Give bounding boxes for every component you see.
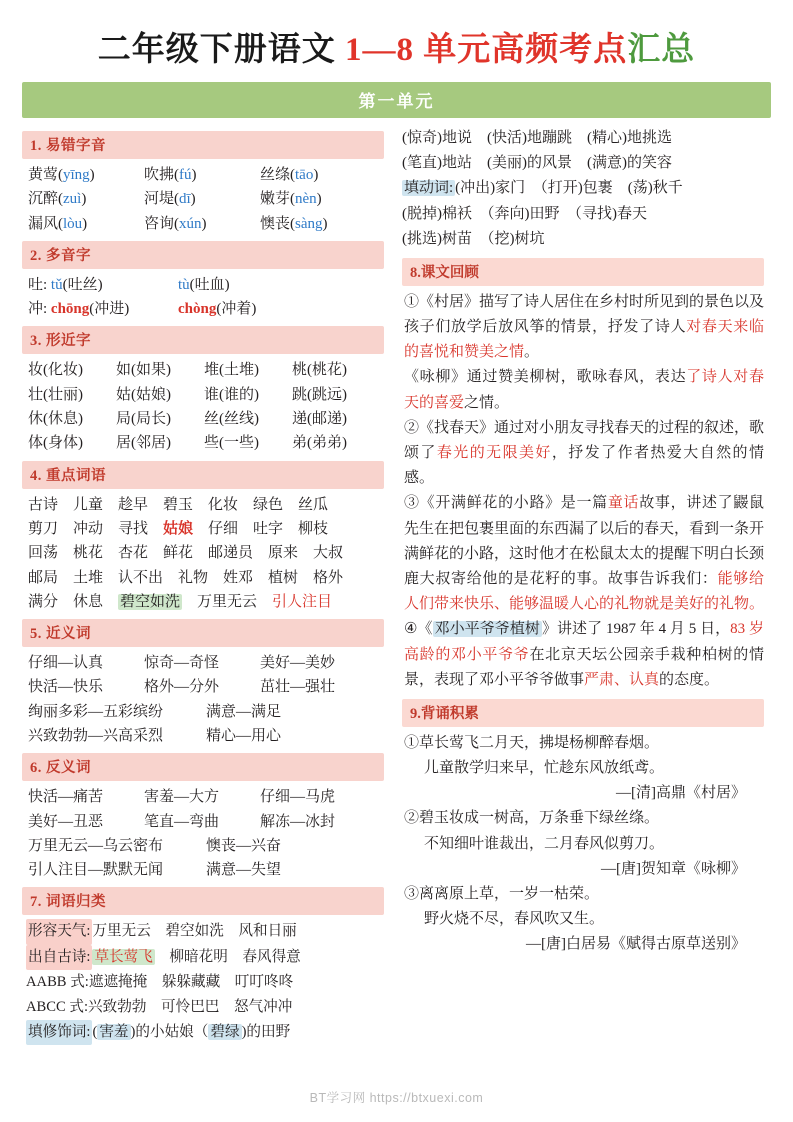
category-label: 形容天气: [26, 919, 92, 944]
synonym-row [22, 700, 384, 724]
category-label: AABB 式: [26, 973, 89, 990]
paragraph-text: 。 [524, 344, 540, 361]
modifier-cell: (美丽)的风景 [487, 155, 573, 172]
similar-character-cell: 居(邻居) [116, 435, 171, 452]
pronunciation-cell: 黄莺(yīng) [28, 166, 95, 183]
polyphone-cell: chòng(冲着) [178, 301, 257, 318]
section-heading-easy-mistake-pronunciation: 1. 易错字音 [22, 131, 384, 159]
antonym-row [22, 858, 384, 882]
two-column-body [22, 126, 771, 1045]
similar-character-cell: 姑(姑娘) [116, 386, 171, 403]
title-part-2: 1—8 单元高频考点 [345, 32, 628, 68]
left-column [22, 126, 384, 1045]
section-heading-similar-characters: 3. 形近字 [22, 326, 384, 354]
pronunciation-cell: 河堤(dī) [144, 191, 196, 208]
synonym-row [22, 675, 384, 699]
footer-watermark: BT学习网 https://btxuexi.com [309, 1091, 484, 1105]
antonym-cell: 解冻—冰封 [260, 813, 336, 830]
polyphone-row [22, 273, 384, 297]
fill-verb-row [402, 202, 764, 227]
text-review-paragraph-1 [402, 290, 764, 366]
poem-source: —[清]高鼎《村居》 [616, 785, 746, 802]
key-words-row: 剪刀 冲动 寻找 姑娘 仔细 吐字 柳枝 [28, 520, 329, 537]
key-words-row: 回荡 桃花 杏花 鲜花 邮递员 原来 大叔 [28, 545, 344, 562]
section-heading-key-words: 4. 重点词语 [22, 461, 384, 489]
similar-character-cell: 休(休息) [28, 411, 83, 428]
antonym-cell: 引人注目—默默无闻 [28, 862, 164, 879]
word-category-row: 出自古诗: 草长莺飞 柳暗花明 春风得意 [22, 945, 384, 970]
modifier-cell: (精心)地挑选 [587, 129, 673, 146]
synonym-cell: 美好—美妙 [260, 655, 336, 672]
antonym-row [22, 785, 384, 809]
paragraph-text: 》讲述了 1987 年 4 月 5 日， [541, 621, 731, 638]
word-category-row [22, 995, 384, 1020]
pronunciation-row [22, 212, 384, 236]
paragraph-text: ①《村居》描写了诗人居住在乡村时所见到的景色以及孩子们放学后放风筝的情景，抒发了诗人 [404, 293, 765, 336]
poem-line: ①草长莺飞二月天，拂堤杨柳醉春烟。 [404, 734, 660, 751]
synonym-cell: 惊奇—奇怪 [144, 655, 220, 672]
antonym-cell: 笔直—弯曲 [144, 813, 220, 830]
poem-line: 野火烧不尽，春风吹又生。 [424, 911, 605, 928]
text-review-paragraph-4 [402, 491, 764, 617]
pronunciation-row [22, 163, 384, 187]
key-words-row: 满分 休息 碧空如洗 万里无云 引人注目 [28, 593, 333, 610]
paragraph-highlight: 对春天来临的喜悦和赞美之情 [404, 319, 764, 361]
antonym-cell: 万里无云—乌云密布 [28, 837, 164, 854]
paragraph-highlight: 能够给人们带来快乐、能够温暖人心的礼物就是美好的礼物。 [404, 570, 765, 613]
antonym-cell: 美好—丑恶 [28, 813, 104, 830]
synonym-cell: 满意—满足 [206, 703, 282, 720]
paragraph-text: ②《找春天》通过对小朋友寻找春天的过程的叙述，歌颂了 [404, 419, 765, 461]
category-label: 出自古诗: [26, 945, 92, 970]
modifier-row [402, 151, 764, 176]
antonym-row [22, 834, 384, 858]
section-heading-synonyms: 5. 近义词 [22, 619, 384, 647]
pronunciation-cell: 吹拂(fú) [144, 166, 197, 183]
section-heading-antonyms: 6. 反义词 [22, 753, 384, 781]
similar-character-cell: 如(如果) [116, 362, 171, 379]
poem-line: ③离离原上草，一岁一枯荣。 [404, 886, 600, 902]
poem-source: —[唐]白居易《赋得古原草送别》 [526, 936, 746, 953]
fill-verb-label: 填动词: [404, 180, 454, 197]
synonym-cell: 快活—快乐 [28, 679, 104, 696]
paragraph-text: ④《 [404, 621, 433, 638]
similar-character-row [22, 431, 384, 455]
similar-character-cell: 跳(跳远) [292, 386, 347, 403]
fill-verb-cell: (挑选)树苗 [402, 230, 472, 247]
synonym-cell: 格外—分外 [144, 679, 220, 696]
section-heading-text-review: 8.课文回顾 [402, 258, 764, 286]
synonym-row [22, 724, 384, 748]
paragraph-text: 《咏柳》通过赞美柳树，歌咏春风，表达 [404, 369, 687, 386]
poem-line: 儿童散学归来早，忙趁东风放纸鸢。 [424, 760, 665, 777]
poem-line: 不知细叶谁裁出，二月春风似剪刀。 [424, 835, 665, 852]
unit-banner: 第一单元 [22, 82, 771, 118]
paragraph-highlight: 83 岁高龄的邓小平爷爷 [404, 621, 764, 663]
pronunciation-cell: 漏风(lòu) [28, 215, 88, 232]
paragraph-text: 故事，讲述了鼹鼠先生在把包裹里面的东西漏了以后的春天，看到一条开满鲜花的小路，这时他才在松鼠太太的提醒下明白长颈鹿大叔寄给他的是花籽的事。故事告诉我们： [404, 495, 765, 587]
similar-character-cell: 些(一些) [204, 435, 259, 452]
paragraph-text: 之情。 [464, 394, 510, 411]
right-column [402, 126, 764, 958]
similar-character-cell: 桃(桃花) [292, 362, 347, 379]
fill-verb-cell: （寻找)春天 [574, 205, 648, 222]
polyphone-cell: 吐: tǔ(吐丝) [28, 276, 103, 293]
synonym-cell: 仔细—认真 [28, 655, 104, 672]
similar-character-cell: 丝(丝线) [204, 411, 259, 428]
title-part-1: 二年级下册语文 [97, 32, 345, 68]
poem-source: —[唐]贺知章《咏柳》 [601, 860, 746, 877]
category-label: 填修饰词: [26, 1020, 92, 1045]
fill-verb-cell: (冲出)家门 [455, 180, 526, 197]
pronunciation-row [22, 187, 384, 211]
antonym-cell: 仔细—马虎 [260, 789, 336, 806]
category-content: 兴致勃勃 可怜巴巴 怒气冲冲 [88, 998, 293, 1015]
similar-character-cell: 递(邮递) [292, 411, 347, 428]
antonym-cell: 满意—失望 [206, 862, 282, 879]
similar-character-cell: 妆(化妆) [28, 362, 83, 379]
similar-character-cell: 壮(壮丽) [28, 386, 83, 403]
modifier-cell: (惊奇)地说 [402, 129, 472, 146]
paragraph-highlight: 春光的无限美好 [436, 445, 552, 461]
antonym-cell: 害羞—大方 [144, 789, 220, 806]
similar-character-cell: 堆(土堆) [204, 362, 259, 379]
category-content: 万里无云 碧空如洗 风和日丽 [92, 923, 297, 940]
modifier-cell: (笔直)地站 [402, 155, 472, 172]
paragraph-text: ，抒发了作者热爱大自然的情感。 [404, 445, 764, 487]
similar-character-row [22, 407, 384, 431]
similar-character-cell: 弟(弟弟) [292, 435, 347, 452]
word-category-row [22, 970, 384, 995]
paragraph-highlight: 严肃、认真 [584, 671, 660, 688]
synonym-row [22, 651, 384, 675]
category-content: ( 害羞 )的小姑娘（ 碧绿 )的田野 [92, 1023, 291, 1040]
text-review-paragraph-2 [402, 365, 764, 415]
fill-verb-cell: （奔向)田野 [487, 205, 560, 222]
modifier-row [402, 126, 764, 151]
synonym-cell: 精心—用心 [206, 727, 282, 744]
fill-verb-cell: （打开)包裹 [540, 180, 613, 197]
text-review-paragraph-5 [402, 617, 764, 693]
section-heading-word-classification: 7. 词语归类 [22, 887, 384, 915]
polyphone-cell: tù(吐血) [178, 276, 230, 293]
paragraph-text: 的态度。 [659, 671, 720, 688]
polyphone-cell: 冲: chōng(冲进) [28, 301, 130, 318]
key-words-row: 古诗 儿童 趁早 碧玉 化妆 绿色 丝瓜 [28, 496, 329, 513]
category-content: 草长莺飞 [94, 948, 153, 965]
pronunciation-cell: 懊丧(sàng) [260, 215, 328, 232]
antonym-cell: 快活—痛苦 [28, 789, 104, 806]
synonym-cell: 兴致勃勃—兴高采烈 [28, 727, 164, 744]
section-heading-recitation: 9.背诵积累 [402, 699, 764, 727]
category-label: ABCC 式: [26, 998, 89, 1015]
paragraph-highlight: 了诗人对春天的喜爱 [404, 369, 764, 411]
fill-verb-cell: (脱掉)棉袄 [402, 205, 472, 222]
pronunciation-cell: 沉醉(zuì) [28, 191, 87, 208]
fill-verb-cell: （挖)树坑 [487, 230, 545, 247]
similar-character-row [22, 383, 384, 407]
section-heading-polyphone: 2. 多音字 [22, 241, 384, 269]
text-review-paragraph-3 [402, 416, 764, 492]
antonym-row [22, 810, 384, 834]
similar-character-cell: 谁(谁的) [204, 386, 259, 403]
fill-verb-row [402, 176, 764, 201]
synonym-cell: 绚丽多彩—五彩缤纷 [28, 703, 164, 720]
fill-verb-row [402, 227, 764, 252]
modifier-cell: (满意)的笑容 [587, 155, 673, 172]
category-content: 遮遮掩掩 躲躲藏藏 叮叮咚咚 [88, 973, 294, 990]
similar-character-cell: 局(局长) [116, 411, 171, 428]
page-title [22, 32, 771, 70]
poem-line: ②碧玉妆成一树高，万条垂下绿丝绦。 [404, 810, 660, 827]
word-category-row [22, 919, 384, 944]
title-part-3: 汇总 [627, 32, 696, 68]
fill-verb-cell: (荡)秋千 [627, 180, 683, 197]
key-words-row: 邮局 土堆 认不出 礼物 姓邓 植树 格外 [28, 569, 344, 586]
pronunciation-cell: 丝绦(tāo) [260, 166, 319, 183]
similar-character-cell: 体(身体) [28, 435, 83, 452]
paragraph-highlight-title: 邓小平爷爷植树 [434, 621, 540, 638]
similar-character-row [22, 358, 384, 382]
synonym-cell: 茁壮—强壮 [260, 679, 336, 696]
paragraph-text: ③《开满鲜花的小路》是一篇 [404, 495, 608, 512]
paragraph-highlight: 童话 [607, 495, 640, 512]
pronunciation-cell: 嫩芽(nèn) [260, 191, 322, 208]
modifier-cell: (快活)地蹦跳 [487, 129, 573, 146]
word-category-row [22, 1020, 384, 1045]
polyphone-row [22, 297, 384, 321]
paragraph-text: 在北京天坛公园亲手栽种柏树的情景，表现了邓小平爷爷做事 [404, 646, 764, 688]
antonym-cell: 懊丧—兴奋 [206, 837, 282, 854]
pronunciation-cell: 咨询(xún) [144, 215, 207, 232]
